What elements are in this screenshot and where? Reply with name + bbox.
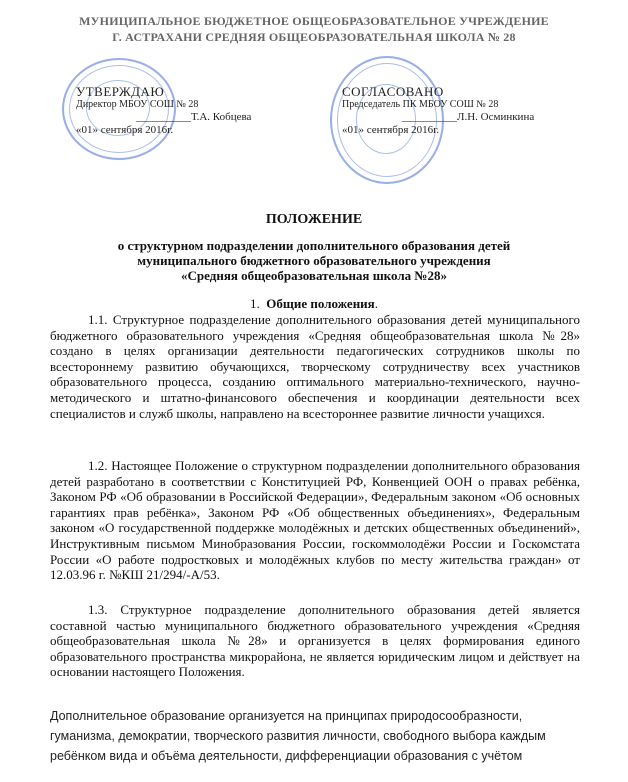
paragraph-1-2-text: 1.2. Настоящее Положение о структурном подразделении дополнительного образования детей разработано в соответствии с Конституцией РФ, Конвенцией ООН о правах ребёнка, Законом РФ «Об образовании в Российской Федерации», Федеральным законом «Об основных гарантиях прав ребёнка», Законом РФ «Об общественных объединениях», Федеральным законом «О государственной поддержке молодёжных и детских общественных объединений», Инструктивным письмом Минобразования России, госкоммолодёжи России и Госкомстата России «О работе подростковых и молодёжных клубов по месту жительства граждан» от 12.03.96 г. №КШ 21/294/-А/53.: [50, 458, 580, 583]
paragraph-1-3: [50, 602, 580, 680]
header-line-1: МУНИЦИПАЛЬНОЕ БЮДЖЕТНОЕ ОБЩЕОБРАЗОВАТЕЛЬНОЕ УЧРЕЖДЕНИЕ: [79, 14, 549, 28]
agreement-signature: __________Л.Н. Осминкина: [402, 111, 535, 123]
paragraph-additional: Дополнительное образование организуется на принципах природосообразности, гуманизма, демократии, творческого развития личности, свободного выбора каждым ребёнком вида и объёма деятельности, дифференциации образования с учётом: [50, 709, 546, 763]
agreement-position: Председатель ПК МБОУ СОШ № 28: [342, 99, 499, 110]
approval-position: Директор МБОУ СОШ № 28: [76, 99, 199, 110]
agreement-block: [342, 84, 535, 137]
document-title: ПОЛОЖЕНИЕ: [265, 212, 363, 227]
approval-signature: __________Т.А. Кобцева: [136, 111, 252, 123]
paragraph-1-1-text: 1.1. Структурное подразделение дополнительного образования детей муниципального бюджетного образовательного учреждения «Средняя общеобразовательная школа №28» создано в целях организации деятельности педагогических сотрудников школы по всестороннему развитию обучающихся, творческому сотрудничеству всех участников образовательного процесса, созданию оптимального материально-технического, научно-методического и штатно-финансового обеспечения и координации деятельности всех специалистов и служб школы, направлено на всестороннее развитие личности учащихся.: [50, 312, 580, 421]
paragraph-1-3-text: 1.3. Структурное подразделение дополнительного образования детей является составной частью муниципального бюджетного образовательного учреждения «Средняя общеобразовательная школа №28» и организуется в целях формирования единого образовательного пространства микрорайона, не является юридическим лицом и действует на основании настоящего Положения.: [50, 602, 580, 680]
approval-block: [76, 84, 252, 137]
section-number: 1.: [250, 296, 260, 311]
section-title: Общие положения: [266, 296, 375, 311]
paragraph-1-1: [50, 312, 580, 421]
subtitle-line-3: «Средняя общеобразовательная школа №28»: [181, 268, 447, 283]
paragraph-1-2: [50, 458, 580, 583]
header-line-2: Г. АСТРАХАНИ СРЕДНЯЯ ОБЩЕОБРАЗОВАТЕЛЬНАЯ ШКОЛА № 28: [112, 30, 516, 44]
subtitle-line-2: муниципального бюджетного образовательного учреждения: [137, 253, 491, 268]
approval-date: «01» сентября 2016г.: [76, 124, 174, 136]
section-heading: 1. Общие положения.: [250, 296, 378, 311]
approval-title: УТВЕРЖДАЮ: [76, 84, 165, 99]
subtitle-line-1: о структурном подразделении дополнительного образования детей: [117, 238, 511, 253]
agreement-date: «01» сентября 2016г.: [342, 124, 440, 136]
agreement-title: СОГЛАСОВАНО: [342, 84, 444, 99]
